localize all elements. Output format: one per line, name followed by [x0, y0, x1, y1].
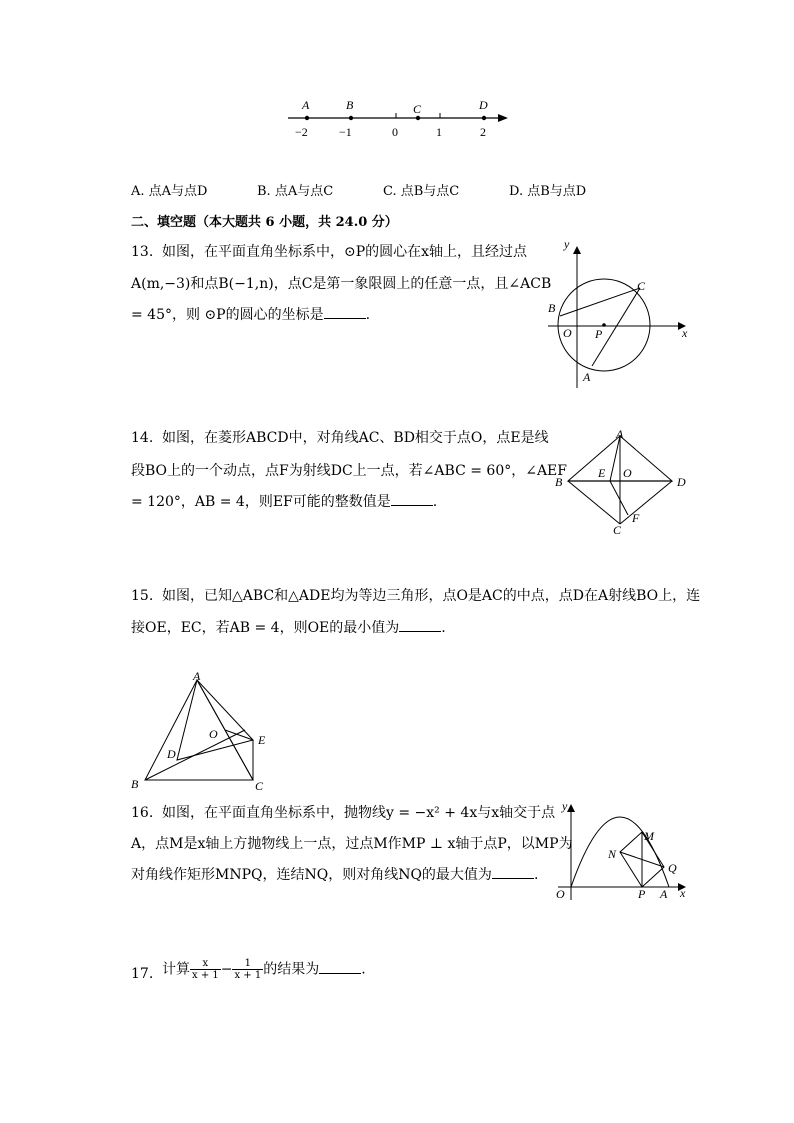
q13-number: 13.	[131, 244, 154, 260]
q16-m-label: M	[644, 829, 654, 843]
q17-frac2-num: 1	[232, 958, 263, 970]
nl-point-c: C	[413, 102, 422, 116]
number-line-figure	[280, 92, 520, 144]
q16-a-label: A	[660, 887, 668, 901]
q13-a-label: A	[583, 370, 591, 384]
q14-rhombus-figure	[548, 426, 698, 538]
q15-answer-blank[interactable]	[399, 618, 441, 632]
q15-triangle-figure	[125, 668, 275, 794]
q14-end: .	[432, 494, 438, 510]
nl-point-d: D	[479, 98, 488, 112]
q17-prefix: 计算	[162, 961, 190, 978]
nl-tick-0: 0	[392, 125, 398, 139]
q16-end: .	[533, 867, 539, 883]
q12-option-c: C. 点B与点C	[383, 184, 460, 199]
q13-b-label: B	[548, 301, 556, 315]
q13-y-label: y	[564, 238, 570, 251]
q16-line-3-wrap	[131, 865, 538, 885]
q14-number: 14.	[131, 430, 154, 446]
q15-line-1: 如图，已知△ABC和△ADE均为等边三角形，点O是AC的中点，点D在A射线BO上，连	[162, 588, 701, 604]
q13-answer-blank[interactable]	[324, 305, 366, 319]
q14-c-label: C	[613, 523, 622, 537]
q17-frac1-den: x + 1	[192, 970, 219, 981]
q14-line-2: 段BO上的一个动点，点F为射线DC上一点，若∠ABC = 60°，∠AEF	[131, 463, 567, 479]
q12-option-d: D. 点B与点D	[509, 184, 587, 199]
q13-o-label: O	[563, 326, 572, 340]
nl-point-b: B	[346, 98, 354, 112]
q13-line-1: 如图，在平面直角坐标系中，⊙P的圆心在x轴上，且经过点	[162, 244, 528, 260]
q12-option-a: A. 点A与点D	[131, 184, 208, 199]
q14-d-label: D	[677, 475, 686, 489]
q17-frac1-num: x	[190, 958, 221, 970]
q14-o-label: O	[623, 466, 632, 480]
q14-f-label: F	[632, 511, 640, 525]
nl-tick-1: 1	[436, 125, 442, 139]
q13-circle-figure	[540, 238, 695, 393]
q17-answer-blank[interactable]	[319, 960, 361, 974]
q16-n-label: N	[608, 847, 617, 861]
q14-answer-blank[interactable]	[391, 492, 433, 506]
section-header: 二、填空题（本大题共 6 小题，共 24.0 分）	[131, 215, 398, 230]
q13-line-3-wrap	[131, 305, 370, 325]
q14-line-3-wrap	[131, 492, 437, 512]
q14-e-label: E	[598, 466, 606, 480]
nl-tick-neg1: −1	[339, 125, 352, 139]
q16-line-1: 如图，在平面直角坐标系中，抛物线y = −x² + 4x与x轴交于点	[162, 805, 556, 821]
q15-number: 15.	[131, 588, 154, 604]
q17-fraction-1	[190, 958, 221, 981]
q17-fraction-2	[232, 958, 263, 981]
q15-a-label: A	[193, 669, 201, 683]
q13-c-label: C	[637, 279, 646, 293]
q15-e-label: E	[258, 733, 266, 747]
q16-p-label: P	[638, 887, 646, 901]
q15-line-2: 接OE，EC，若AB = 4，则OE的最小值为	[131, 620, 400, 636]
q17-end: .	[361, 961, 366, 978]
q15-end: .	[441, 620, 446, 636]
q16-parabola-figure	[550, 800, 700, 905]
q16-o-label: O	[556, 887, 565, 901]
nl-point-a: A	[302, 98, 310, 112]
q15-line-2-wrap	[131, 618, 446, 638]
q16-number: 16.	[131, 805, 154, 821]
q13-line-2: A(m,−3)和点B(−1,n)，点C是第一象限圆上的任意一点，且∠ACB	[131, 276, 552, 292]
q13-p-label: P	[595, 327, 603, 341]
q17-expression	[162, 958, 366, 981]
q16-answer-blank[interactable]	[492, 865, 534, 879]
q15-c-label: C	[255, 779, 264, 793]
q17-minus: −	[220, 961, 233, 978]
q12-option-b: B. 点A与点C	[257, 184, 334, 199]
q17-number: 17.	[131, 966, 154, 982]
q16-line-2: A，点M是x轴上方抛物线上一点，过点M作MP ⊥ x轴于点P，以MP为	[131, 836, 573, 852]
q14-b-label: B	[555, 475, 563, 489]
q15-o-label: O	[209, 727, 218, 741]
q13-line-3: = 45°，则 ⊙P的圆心的坐标是	[131, 307, 324, 323]
q14-line-3: = 120°，AB = 4，则EF可能的整数值是	[131, 494, 391, 510]
q16-line-3: 对角线作矩形MNPQ，连结NQ，则对角线NQ的最大值为	[131, 867, 492, 883]
q14-a-label: A	[616, 427, 624, 441]
nl-tick-neg2: −2	[295, 125, 308, 139]
q16-x-label: x	[680, 886, 686, 900]
q13-end: .	[365, 307, 371, 323]
q13-x-label: x	[682, 326, 688, 340]
q15-d-label: D	[167, 747, 176, 761]
q15-b-label: B	[131, 777, 139, 791]
nl-tick-2: 2	[480, 125, 486, 139]
q17-suffix: 的结果为	[263, 961, 320, 978]
q17-frac2-den: x + 1	[234, 970, 262, 981]
q14-line-1: 如图，在菱形ABCD中，对角线AC、BD相交于点O，点E是线	[162, 430, 549, 446]
q16-y-label: y	[562, 800, 568, 813]
q16-q-label: Q	[668, 861, 677, 875]
